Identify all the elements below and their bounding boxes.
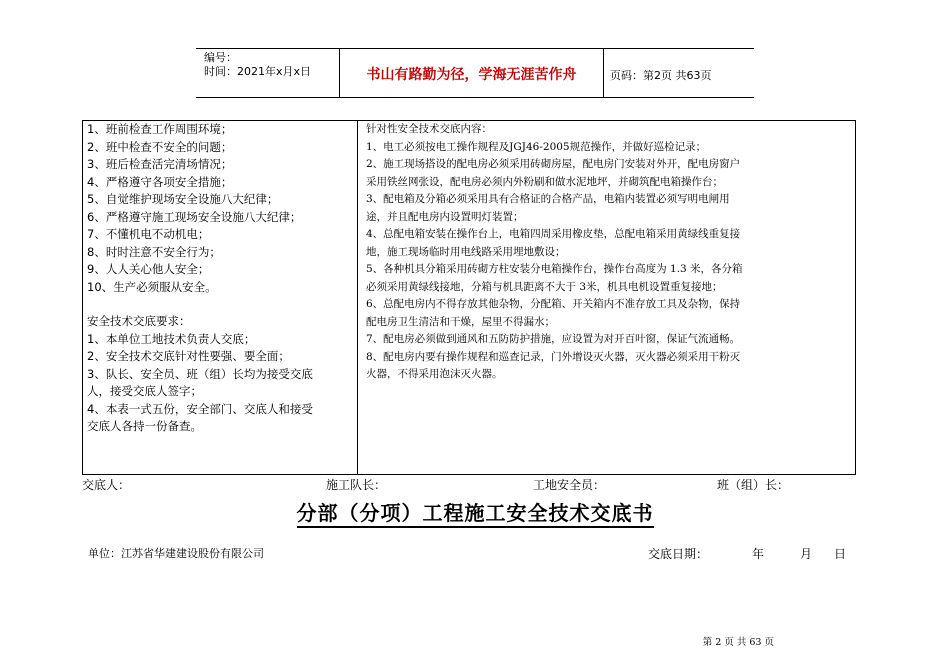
safety-officer-signature-label: 工地安全员： xyxy=(533,478,606,492)
list-item: 3、班后检查活完清场情况； xyxy=(87,157,233,171)
requirement-line: 人，接受交底人签字； xyxy=(87,384,202,398)
date-day: 日 xyxy=(834,547,847,561)
right-line: 配电房卫生清洁和干燥，屋里不得漏水； xyxy=(366,315,555,328)
requirement-line: 交底人各持一份备查。 xyxy=(87,419,202,433)
header-divider xyxy=(603,49,604,97)
list-item: 8、时时注意不安全行为； xyxy=(87,244,221,259)
right-column xyxy=(366,121,850,384)
team-leader-signature-label: 施工队长： xyxy=(326,478,387,492)
requirement-line: 3、队长、安全员、班（组）长均为接受交底 xyxy=(87,366,313,381)
document-title xyxy=(0,497,950,526)
document-title-text: 分部（分项）工程施工安全技术交底书 xyxy=(297,501,654,528)
left-column xyxy=(87,121,355,436)
list-item: 10、生产必须服从安全。 xyxy=(87,279,217,294)
right-line: 必须采用黄绿线接地，分箱与机具距离不大于 3米，机具电机设置重复接地； xyxy=(366,280,723,293)
group-leader-signature-label: 班（组）长： xyxy=(717,478,790,492)
requirement-line: 4、本表一式五份，安全部门、交底人和接受 xyxy=(87,401,313,416)
right-line: 3、配电箱及分箱必须采用具有合格证的合格产品，电箱内装置必须写明电闸用 xyxy=(366,193,730,205)
right-line: 途，并且配电房内设置明灯装置； xyxy=(366,210,524,223)
page-footer: 第 2 页 共 63 页 xyxy=(702,637,774,648)
time-label: 时间：2021年x月x日 xyxy=(204,65,312,78)
right-line: 2、施工现场搭设的配电房必须采用砖砌房屋，配电房门安装对外开，配电房窗户 xyxy=(366,158,741,170)
right-line: 6、总配电房内不得存放其他杂物，分配箱、开关箱内不准存放工具及杂物，保持 xyxy=(366,298,741,310)
requirement-line: 1、本单位工地技术负责人交底； xyxy=(87,331,256,346)
date-year: 年 xyxy=(752,547,765,561)
right-line: 8、配电房内要有操作规程和巡查记录，门外增设灭火器，灭火器必须采用干粉灭 xyxy=(366,350,741,363)
date-label: 交底日期： xyxy=(648,547,709,561)
list-item: 2、班中检查不安全的问题； xyxy=(87,139,233,154)
right-line: 地，施工现场临时用电线路采用埋地敷设； xyxy=(366,245,566,258)
right-line: 采用铁丝网张设，配电房必须内外粉刷和做水泥地坪，并砌筑配电箱操作台； xyxy=(366,175,723,188)
requirement-line: 2、安全技术交底针对性要强、要全面； xyxy=(87,349,290,363)
number-label: 编号： xyxy=(204,51,237,64)
document-header xyxy=(196,48,754,98)
safety-briefing-table xyxy=(82,120,856,475)
list-item: 4、严格遵守各项安全措施； xyxy=(87,174,233,189)
requirements-title: 安全技术交底要求： xyxy=(87,314,191,328)
presenter-signature-label: 交底人： xyxy=(82,478,131,492)
date-month: 月 xyxy=(800,547,813,561)
header-motto: 书山有路勤为径，学海无涯苦作舟 xyxy=(366,67,577,83)
header-page-label: 页码：第2页 共63页 xyxy=(610,69,712,82)
header-meta xyxy=(204,51,311,79)
right-line: 火器，不得采用泡沫灭火器。 xyxy=(366,368,503,380)
right-line: 4、总配电箱安装在操作台上，电箱四周采用橡皮垫，总配电箱采用黄绿线重复接 xyxy=(366,228,741,240)
list-item: 6、严格遵守施工现场安全设施八大纪律； xyxy=(87,209,302,224)
right-line: 1、电工必须按电工操作规程及JGJ46-2005规范操作，并做好巡检记录； xyxy=(366,140,707,153)
list-item: 9、人人关心他人安全； xyxy=(87,262,210,276)
right-line: 5、各种机具分箱采用砖砌方柱安装分电箱操作台，操作台高度为 1.3 米，各分箱 xyxy=(366,263,743,275)
column-divider xyxy=(357,121,358,474)
right-line: 7、配电房必须做到通风和五防防护措施，应设置为对开百叶窗，保证气流通畅。 xyxy=(366,333,741,345)
unit-label: 单位：江苏省华建建设股份有限公司 xyxy=(88,547,264,560)
list-item: 5、自觉维护现场安全设施八大纪律； xyxy=(87,192,279,206)
right-line: 针对性安全技术交底内容： xyxy=(366,123,492,135)
list-item: 7、不懂机电不动机电； xyxy=(87,227,210,241)
spacer xyxy=(87,296,355,313)
list-item: 1、班前检查工作周围环境； xyxy=(87,122,233,136)
